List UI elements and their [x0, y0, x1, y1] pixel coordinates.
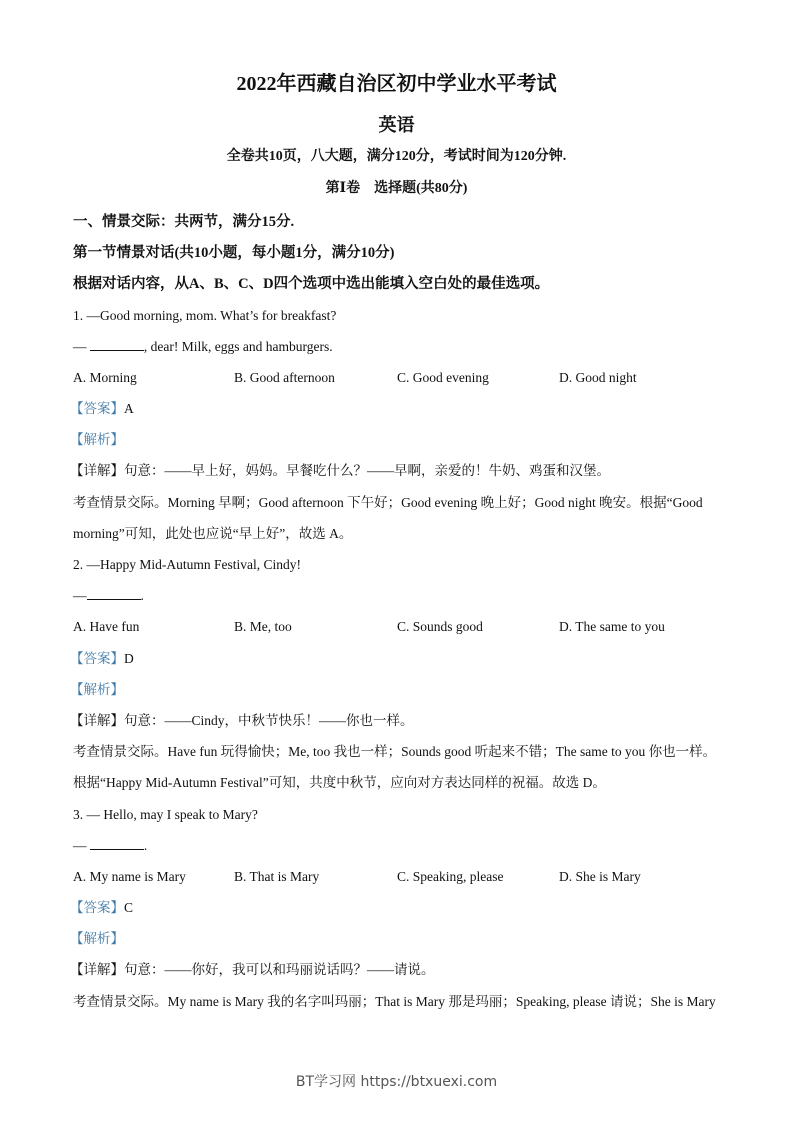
question-1-answer [70, 400, 134, 418]
watermark-footer: BT学习网 https://btxuexi.com [295, 1074, 498, 1090]
question-3-answer [70, 899, 133, 917]
answer-value: C [124, 900, 134, 915]
answer-value: D [124, 651, 134, 666]
answer-blank [90, 837, 144, 850]
question-2-explanation-line-1: 考查情景交际。Have fun 玩得愉快；Me, too 我也一样；Sounds good 听起来不错；The same to you 你也一样。 [73, 744, 717, 759]
answer-blank [90, 338, 144, 351]
detail-text: 句意：——早上好，妈妈。早餐吃什么？——早啊，亲爱的！牛奶、鸡蛋和汉堡。 [124, 463, 610, 478]
reply-suffix: . [143, 838, 148, 853]
question-1-option-b: B. Good afternoon [234, 370, 335, 385]
question-1-explanation-line-2: morning”可知，此处也应说“早上好”，故选 A。 [73, 526, 353, 541]
reply-prefix: — [73, 339, 90, 354]
reply-suffix: , dear! Milk, eggs and hamburgers. [143, 339, 333, 354]
question-2-prompt: 2. —Happy Mid-Autumn Festival, Cindy! [73, 557, 301, 572]
detail-label: 【详解】 [70, 962, 124, 977]
question-1-prompt: 1. —Good morning, mom. What’s for breakfast? [73, 308, 337, 323]
question-3-explanation-line-1: 考查情景交际。My name is Mary 我的名字叫玛丽；That is Mary 那是玛丽；Speaking, please 请说；She is Mary [73, 994, 716, 1009]
question-2-option-c: C. Sounds good [397, 619, 483, 634]
question-1-explanation-line-1: 考查情景交际。Morning 早啊；Good afternoon 下午好；Good evening 晚上好；Good night 晚安。根据“Good [73, 495, 703, 510]
question-2-option-a: A. Have fun [73, 619, 140, 634]
instruction: 根据对话内容，从A、B、C、D四个选项中选出能填入空白处的最佳选项。 [73, 276, 550, 292]
question-1-option-c: C. Good evening [397, 370, 489, 385]
detail-text: 句意：——你好，我可以和玛丽说话吗？——请说。 [124, 962, 435, 977]
reply-prefix: — [73, 838, 90, 853]
answer-label: 【答案】 [70, 401, 124, 416]
reply-prefix: — [73, 588, 87, 603]
question-2-analysis-label: 【解析】 [70, 682, 124, 697]
subject-title: 英语 [378, 115, 415, 135]
part-heading: 第一节情景对话(共10小题，每小题1分，满分10分) [73, 245, 395, 261]
question-2-answer [70, 650, 134, 668]
reply-suffix: . [140, 588, 144, 603]
exam-title: 2022年西藏自治区初中学业水平考试 [236, 73, 557, 95]
question-1-option-a: A. Morning [73, 370, 137, 385]
question-3-reply [73, 837, 147, 855]
question-2-option-b: B. Me, too [234, 619, 292, 634]
section-heading: 一、情景交际：共两节，满分15分. [73, 214, 295, 230]
answer-label: 【答案】 [70, 651, 124, 666]
question-1-option-d: D. Good night [559, 370, 637, 385]
exam-info: 全卷共10页，八大题，满分120分，考试时间为120分钟. [226, 149, 567, 164]
detail-label: 【详解】 [70, 713, 124, 728]
detail-label: 【详解】 [70, 463, 124, 478]
question-3-detail [70, 961, 435, 979]
question-2-option-d: D. The same to you [559, 619, 665, 634]
volume-heading: 第Ⅰ卷 选择题(共80分) [325, 181, 468, 196]
detail-text: 句意：——Cindy，中秋节快乐！——你也一样。 [124, 713, 414, 728]
answer-blank [87, 587, 141, 600]
answer-label: 【答案】 [70, 900, 124, 915]
answer-value: A [124, 401, 134, 416]
question-1-detail [70, 462, 610, 480]
question-2-detail [70, 712, 414, 730]
question-1-reply [73, 338, 333, 356]
question-1-analysis-label: 【解析】 [70, 432, 124, 447]
question-3-prompt: 3. — Hello, may I speak to Mary? [73, 807, 258, 822]
question-3-analysis-label: 【解析】 [70, 931, 124, 946]
question-2-explanation-line-2: 根据“Happy Mid-Autumn Festival”可知，共度中秋节，应向对方表达同样的祝福。故选 D。 [73, 775, 606, 790]
question-3-option-b: B. That is Mary [234, 869, 320, 884]
question-3-option-d: D. She is Mary [559, 869, 641, 884]
question-2-reply [73, 587, 144, 605]
question-3-option-a: A. My name is Mary [73, 869, 186, 884]
question-3-option-c: C. Speaking, please [397, 869, 504, 884]
